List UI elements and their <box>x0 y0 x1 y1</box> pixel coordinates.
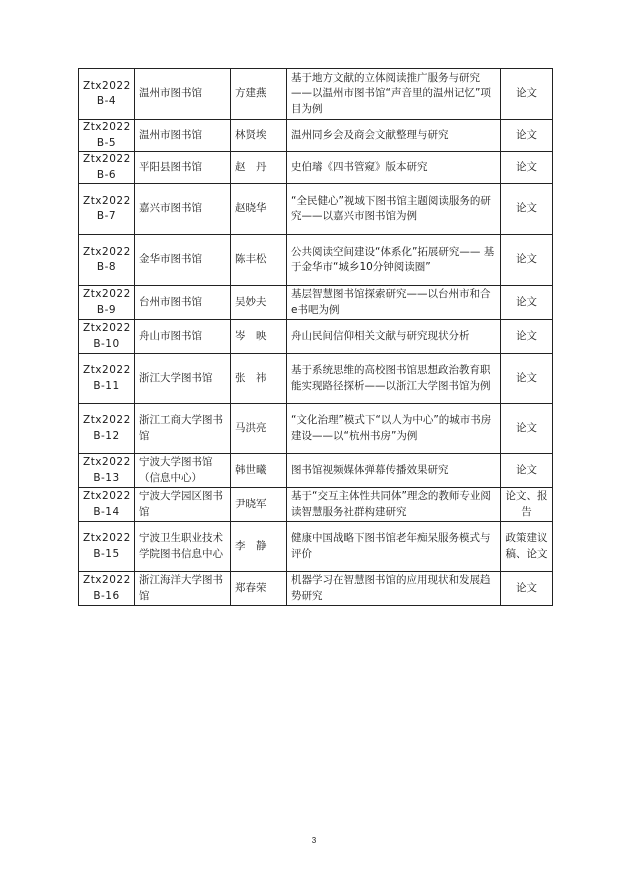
project-id-cell: Ztx2022 B-16 <box>79 572 135 606</box>
project-id-cell: Ztx2022 B-7 <box>79 184 135 235</box>
table-row <box>79 120 553 152</box>
title-cell: 舟山民间信仰相关文献与研究现状分析 <box>287 320 501 354</box>
type-cell: 论文 <box>501 572 553 606</box>
type-cell: 论文 <box>501 404 553 454</box>
author-cell: 岑 映 <box>231 320 287 354</box>
table-row <box>79 286 553 320</box>
project-id-cell: Ztx2022 B-6 <box>79 152 135 184</box>
project-id-cell: Ztx2022 B-8 <box>79 235 135 286</box>
project-id-cell: Ztx2022 B-5 <box>79 120 135 152</box>
table-row <box>79 354 553 404</box>
unit-cell: 温州市图书馆 <box>135 69 231 120</box>
unit-cell: 宁波卫生职业技术学院图书信息中心 <box>135 522 231 572</box>
type-cell: 论文、报告 <box>501 488 553 522</box>
unit-cell: 宁波大学园区图书馆 <box>135 488 231 522</box>
author-cell: 吴妙夫 <box>231 286 287 320</box>
type-cell: 政策建议稿、论文 <box>501 522 553 572</box>
author-cell: 马洪亮 <box>231 404 287 454</box>
table-row <box>79 152 553 184</box>
title-cell: 公共阅读空间建设“体系化”拓展研究—— 基于金华市“城乡10分钟阅读圈” <box>287 235 501 286</box>
unit-cell: 金华市图书馆 <box>135 235 231 286</box>
project-id-cell: Ztx2022 B-4 <box>79 69 135 120</box>
title-cell: “文化治理”模式下“以人为中心”的城市书房建设——以“杭州书房”为例 <box>287 404 501 454</box>
unit-cell: 浙江海洋大学图书馆 <box>135 572 231 606</box>
project-id-cell: Ztx2022 B-12 <box>79 404 135 454</box>
page-number: 3 <box>311 836 317 845</box>
type-cell: 论文 <box>501 286 553 320</box>
table-row <box>79 404 553 454</box>
title-cell: 基于地方文献的立体阅读推广服务与研究——以温州市图书馆“声音里的温州记忆”项目为例 <box>287 69 501 120</box>
table-row <box>79 235 553 286</box>
author-cell: 林贤埃 <box>231 120 287 152</box>
unit-cell: 温州市图书馆 <box>135 120 231 152</box>
unit-cell: 浙江工商大学图书馆 <box>135 404 231 454</box>
title-cell: 图书馆视频媒体弹幕传播效果研究 <box>287 454 501 488</box>
type-cell: 论文 <box>501 120 553 152</box>
title-cell: “全民健心”视域下图书馆主题阅读服务的研究——以嘉兴市图书馆为例 <box>287 184 501 235</box>
unit-cell: 浙江大学图书馆 <box>135 354 231 404</box>
author-cell: 赵 丹 <box>231 152 287 184</box>
type-cell: 论文 <box>501 152 553 184</box>
type-cell: 论文 <box>501 320 553 354</box>
title-cell: 基于“交互主体性共同体”理念的教师专业阅读智慧服务社群构建研究 <box>287 488 501 522</box>
table-row <box>79 184 553 235</box>
table-row <box>79 488 553 522</box>
unit-cell: 宁波大学图书馆（信息中心） <box>135 454 231 488</box>
type-cell: 论文 <box>501 184 553 235</box>
project-id-cell: Ztx2022 B-14 <box>79 488 135 522</box>
title-cell: 基于系统思维的高校图书馆思想政治教育职能实现路径探析——以浙江大学图书馆为例 <box>287 354 501 404</box>
title-cell: 基层智慧图书馆探索研究——以台州市和合e书吧为例 <box>287 286 501 320</box>
author-cell: 李 静 <box>231 522 287 572</box>
unit-cell: 平阳县图书馆 <box>135 152 231 184</box>
author-cell: 郑春荣 <box>231 572 287 606</box>
unit-cell: 舟山市图书馆 <box>135 320 231 354</box>
table-row <box>79 454 553 488</box>
author-cell: 韩世曦 <box>231 454 287 488</box>
project-id-cell: Ztx2022 B-15 <box>79 522 135 572</box>
table-row <box>79 69 553 120</box>
project-table <box>78 68 553 606</box>
project-id-cell: Ztx2022 B-13 <box>79 454 135 488</box>
title-cell: 机器学习在智慧图书馆的应用现状和发展趋势研究 <box>287 572 501 606</box>
table-row <box>79 320 553 354</box>
author-cell: 尹晓军 <box>231 488 287 522</box>
project-id-cell: Ztx2022 B-11 <box>79 354 135 404</box>
type-cell: 论文 <box>501 454 553 488</box>
table-row <box>79 522 553 572</box>
title-cell: 温州同乡会及商会文献整理与研究 <box>287 120 501 152</box>
type-cell: 论文 <box>501 354 553 404</box>
type-cell: 论文 <box>501 235 553 286</box>
type-cell: 论文 <box>501 69 553 120</box>
author-cell: 赵晓华 <box>231 184 287 235</box>
title-cell: 史伯璿《四书管窥》版本研究 <box>287 152 501 184</box>
project-table-body <box>79 69 553 606</box>
unit-cell: 嘉兴市图书馆 <box>135 184 231 235</box>
author-cell: 方建燕 <box>231 69 287 120</box>
unit-cell: 台州市图书馆 <box>135 286 231 320</box>
title-cell: 健康中国战略下图书馆老年痴呆服务模式与评价 <box>287 522 501 572</box>
author-cell: 张 祎 <box>231 354 287 404</box>
table-row <box>79 572 553 606</box>
author-cell: 陈丰松 <box>231 235 287 286</box>
project-id-cell: Ztx2022 B-9 <box>79 286 135 320</box>
project-id-cell: Ztx2022 B-10 <box>79 320 135 354</box>
